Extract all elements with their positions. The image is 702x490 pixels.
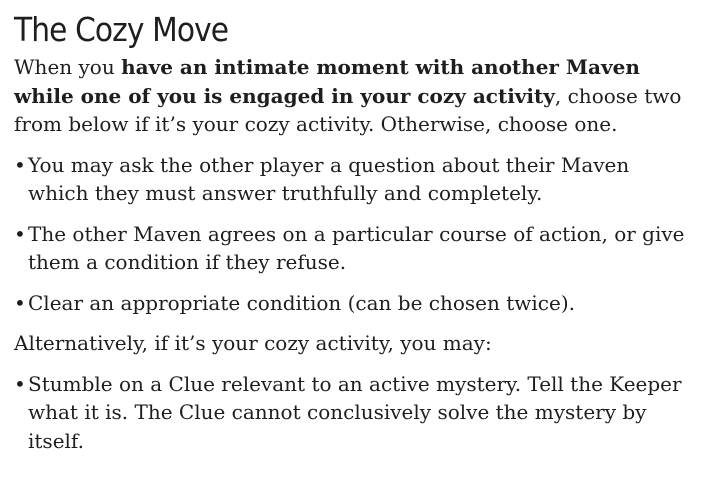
intro-text-after: , choose two from below if it’s your cozy activity. Otherwise, choose one. bbox=[14, 83, 682, 136]
list-item bbox=[14, 289, 694, 318]
bullet-icon: • bbox=[14, 152, 26, 177]
list-item bbox=[14, 220, 694, 277]
option-list bbox=[14, 151, 694, 318]
move-title: The Cozy Move bbox=[14, 10, 229, 49]
option-text: You may ask the other player a question about their Maven which they must answer truthfully and completely. bbox=[28, 152, 630, 205]
list-item bbox=[14, 151, 694, 208]
bullet-icon: • bbox=[14, 221, 26, 246]
option-text: Clear an appropriate condition (can be chosen twice). bbox=[28, 290, 575, 315]
intro-text-before: When you bbox=[14, 55, 122, 79]
move-intro bbox=[14, 53, 694, 139]
bullet-icon: • bbox=[14, 290, 26, 315]
alternative-option-list bbox=[14, 370, 694, 456]
option-text: Stumble on a Clue relevant to an active mystery. Tell the Keeper what it is. The Clue cannot conclusively solve the mystery by itself. bbox=[28, 371, 682, 453]
bullet-icon: • bbox=[14, 371, 26, 396]
alternative-text: Alternatively, if it’s your cozy activity, you may: bbox=[14, 331, 492, 355]
intro-trigger-bold: have an intimate moment with another Maven while one of you is engaged in your cozy activity bbox=[14, 55, 640, 108]
option-text: The other Maven agrees on a particular course of action, or give them a condition if they refuse. bbox=[28, 221, 685, 274]
cozy-move-panel bbox=[14, 8, 694, 455]
list-item bbox=[14, 370, 694, 456]
